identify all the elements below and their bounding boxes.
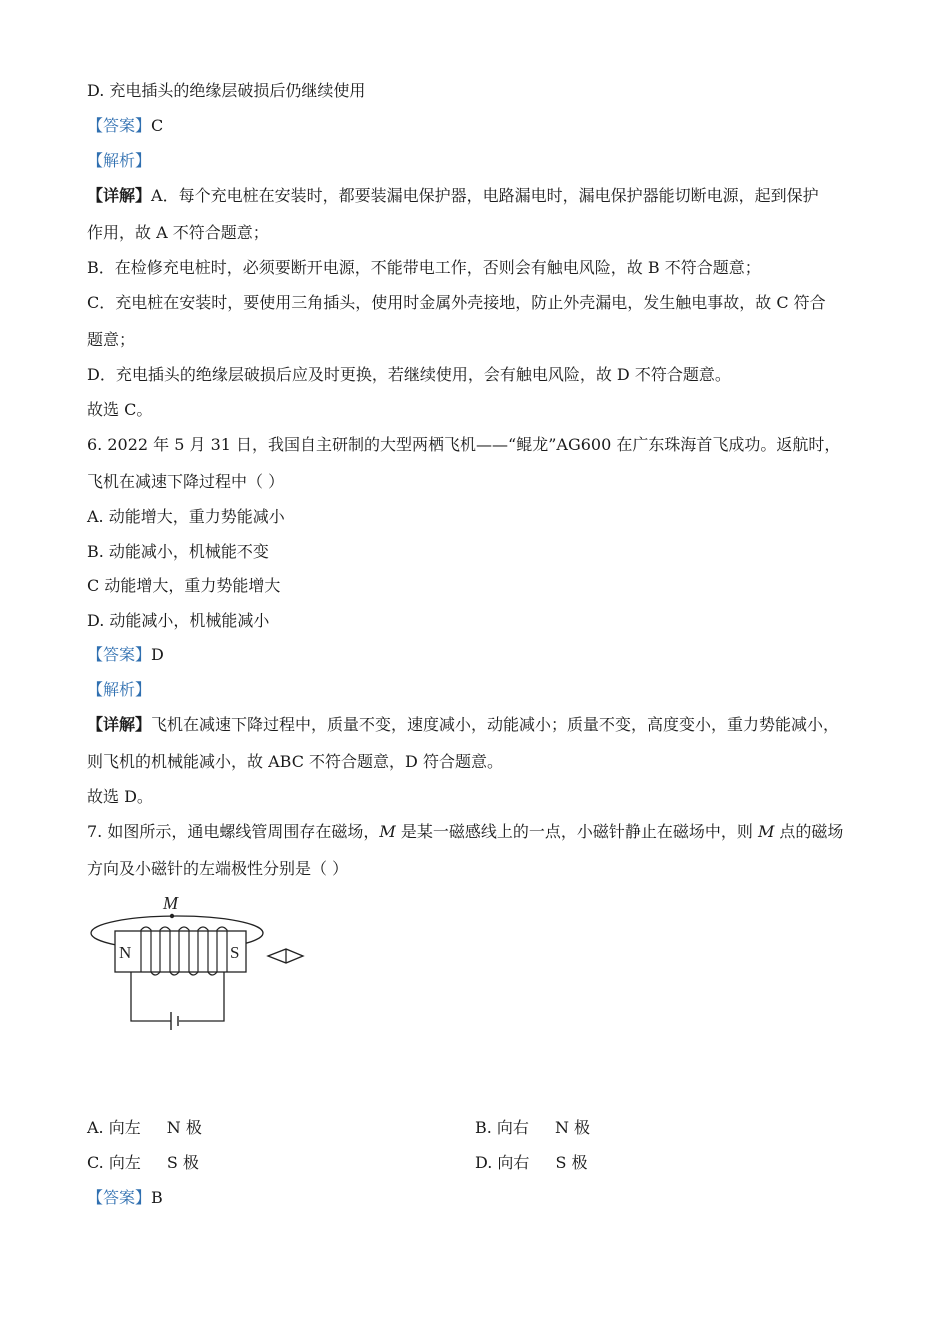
stem-part: 7. 如图所示，通电螺线管周围存在磁场， xyxy=(87,822,380,841)
detail-tag: 【详解】 xyxy=(87,186,152,205)
stem-part: 点的磁场 xyxy=(774,822,844,841)
battery xyxy=(171,1012,178,1030)
pole-n-label: N xyxy=(119,943,132,962)
q5-option-d: D. 充电插头的绝缘层破损后仍继续使用 xyxy=(87,81,366,100)
q5-detail-line-4: C．充电桩在安装时，要使用三角插头，使用时金属外壳接地，防止外壳漏电，发生触电事故，故 C 符合 xyxy=(87,293,826,312)
detail-tag: 【详解】 xyxy=(87,715,152,734)
q6-option-a: A. 动能增大，重力势能减小 xyxy=(87,507,285,526)
q6-option-d: D. 动能减小，机械能减小 xyxy=(87,611,270,630)
q7-stem-line-1 xyxy=(87,821,843,843)
q6-stem-line-2: 飞机在减速下降过程中（ ） xyxy=(87,472,285,491)
q7-option-c xyxy=(87,1152,199,1174)
answer-value: B xyxy=(151,1188,163,1207)
q5-conclusion: 故选 C。 xyxy=(87,400,153,419)
option-pole: N 极 xyxy=(166,1118,202,1137)
option-text: A. 向左 xyxy=(87,1118,141,1137)
point-m-label: M xyxy=(757,822,775,841)
q7-option-a xyxy=(87,1117,202,1139)
solenoid-core xyxy=(115,931,246,972)
point-m-label: M xyxy=(379,822,396,841)
detail-text: A．每个充电桩在安装时，都要装漏电保护器，电路漏电时，漏电保护器能切断电源，起到保护 xyxy=(151,186,819,205)
q6-analysis-tag: 【解析】 xyxy=(87,680,152,699)
q6-detail-line-2: 则飞机的机械能减小，故 ABC 不符合题意，D 符合题意。 xyxy=(87,752,503,771)
q5-detail-line-1 xyxy=(87,185,819,207)
answer-value: C xyxy=(151,116,164,135)
q5-detail-line-3: B．在检修充电桩时，必须要断开电源，不能带电工作，否则会有触电风险，故 B 不符合题意； xyxy=(87,258,761,277)
option-pole: S 极 xyxy=(166,1153,199,1172)
stem-part: 是某一磁感线上的一点，小磁针静止在磁场中，则 xyxy=(395,822,758,841)
answer-tag: 【答案】 xyxy=(87,116,152,135)
pole-s-label: S xyxy=(230,943,240,962)
q6-option-c: C 动能增大，重力势能增大 xyxy=(87,576,281,595)
compass-needle xyxy=(268,949,303,963)
q6-option-b: B. 动能减小，机械能不变 xyxy=(87,542,269,561)
q7-option-b xyxy=(475,1117,590,1139)
point-m-text: M xyxy=(163,893,178,913)
option-pole: N 极 xyxy=(554,1118,591,1137)
q7-answer xyxy=(87,1187,163,1209)
q6-detail-line-1 xyxy=(87,714,839,736)
q7-option-d xyxy=(475,1152,588,1174)
q5-analysis-tag: 【解析】 xyxy=(87,151,152,170)
answer-tag: 【答案】 xyxy=(87,1188,152,1207)
q5-detail-line-2: 作用，故 A 不符合题意； xyxy=(87,223,269,242)
option-text: C. 向左 xyxy=(87,1153,141,1172)
answer-value: D xyxy=(151,645,164,664)
option-text: D. 向右 xyxy=(475,1153,530,1172)
detail-text: 飞机在减速下降过程中，质量不变，速度减小，动能减小；质量不变，高度变小，重力势能减小， xyxy=(151,715,840,734)
option-text: B. 向右 xyxy=(475,1118,529,1137)
q5-detail-line-5: 题意； xyxy=(87,330,136,349)
solenoid-figure xyxy=(85,890,310,1040)
option-pole: S 极 xyxy=(555,1153,588,1172)
q6-conclusion: 故选 D。 xyxy=(87,787,153,806)
q5-answer xyxy=(87,115,163,137)
q7-stem-line-2: 方向及小磁针的左端极性分别是（ ） xyxy=(87,859,349,878)
q5-detail-line-6: D．充电插头的绝缘层破损后应及时更换，若继续使用，会有触电风险，故 D 不符合题意。 xyxy=(87,365,731,384)
answer-tag: 【答案】 xyxy=(87,645,152,664)
q6-stem-line-1: 6. 2022 年 5 月 31 日，我国自主研制的大型两栖飞机——“鲲龙”AG600 在广东珠海首飞成功。返航时， xyxy=(87,435,841,454)
circuit-wire xyxy=(131,972,224,1021)
point-m xyxy=(170,914,174,918)
q6-answer xyxy=(87,644,164,666)
